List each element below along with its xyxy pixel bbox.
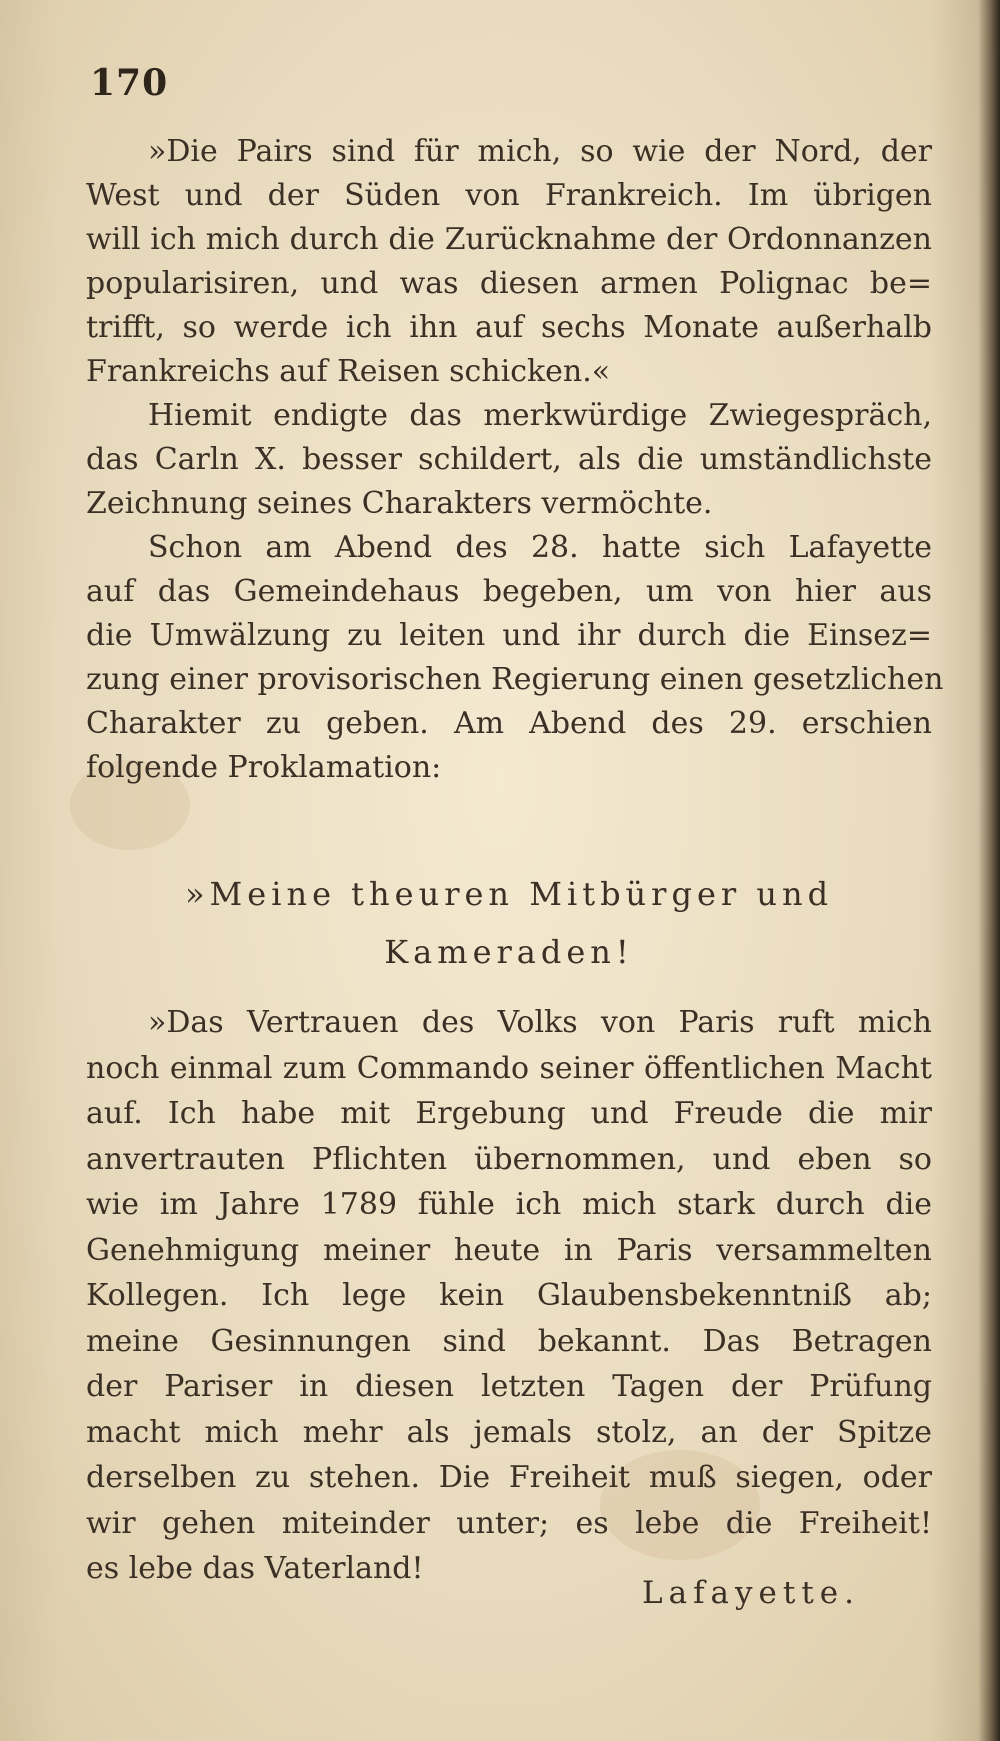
page-number: 170: [90, 62, 169, 104]
text-line: popularisiren, und was diesen armen Polignac be=: [86, 266, 932, 301]
paragraph: [86, 526, 944, 790]
body-text: [86, 130, 944, 790]
text-line: meine Gesinnungen sind bekannt. Das Betragen: [86, 1323, 932, 1359]
paragraph: [86, 130, 932, 394]
text-line: »Das Vertrauen des Volks von Paris ruft mich: [148, 1005, 932, 1040]
text-line: will ich mich durch die Zurücknahme der Ordonnanzen: [86, 222, 932, 257]
text-line: wir gehen miteinder unter; es lebe die Freiheit!: [86, 1505, 932, 1541]
proclamation-text: [86, 1000, 932, 1592]
text-line: Schon am Abend des 28. hatte sich Lafayette: [148, 530, 932, 565]
text-line: Zeichnung seines Charakters vermöchte.: [86, 486, 713, 521]
text-line: auf. Ich habe mit Ergebung und Freude die mir: [86, 1096, 932, 1131]
text-line: der Pariser in diesen letzten Tagen der Prüfung: [86, 1369, 932, 1404]
text-line: derselben zu stehen. Die Freiheit muß siegen, oder: [86, 1460, 932, 1495]
text-line: auf das Gemeindehaus begeben, um von hier aus: [86, 574, 932, 609]
text-line: Kollegen. Ich lege kein Glaubensbekenntniß ab;: [86, 1278, 932, 1313]
signature: Lafayette.: [642, 1575, 860, 1611]
text-line: wie im Jahre 1789 fühle ich mich stark durch die: [86, 1187, 932, 1222]
text-line: Charakter zu geben. Am Abend des 29. erschien: [86, 706, 932, 741]
text-line: das Carln X. besser schildert, als die umständlichste: [86, 442, 932, 477]
text-line: zung einer provisorischen Regierung einen gesetzlichen: [86, 662, 944, 697]
text-line: Genehmigung meiner heute in Paris versammelten: [86, 1232, 932, 1268]
proclamation-heading: [86, 865, 932, 981]
text-line: es lebe das Vaterland!: [86, 1551, 424, 1586]
text-line: trifft, so werde ich ihn auf sechs Monate außerhalb: [86, 310, 932, 345]
text-line: die Umwälzung zu leiten und ihr durch die Einsez=: [86, 618, 932, 653]
heading-line: »Meine theuren Mitbürger und: [184, 875, 834, 913]
text-line: anvertrauten Pflichten übernommen, und eben so: [86, 1141, 932, 1177]
text-line: Frankreichs auf Reisen schicken.«: [86, 354, 611, 389]
heading-line: Kameraden!: [384, 933, 634, 971]
text-line: West und der Süden von Frankreich. Im übrigen: [86, 178, 932, 213]
text-line: Hiemit endigte das merkwürdige Zwiegespräch,: [148, 398, 932, 433]
text-line: »Die Pairs sind für mich, so wie der Nord, der: [148, 134, 932, 169]
paragraph: [86, 394, 932, 526]
page-edge-shadow: [978, 0, 1000, 1741]
text-line: folgende Proklamation:: [86, 750, 442, 785]
text-line: macht mich mehr als jemals stolz, an der Spitze: [86, 1414, 932, 1450]
text-line: noch einmal zum Commando seiner öffentlichen Macht: [86, 1050, 932, 1086]
